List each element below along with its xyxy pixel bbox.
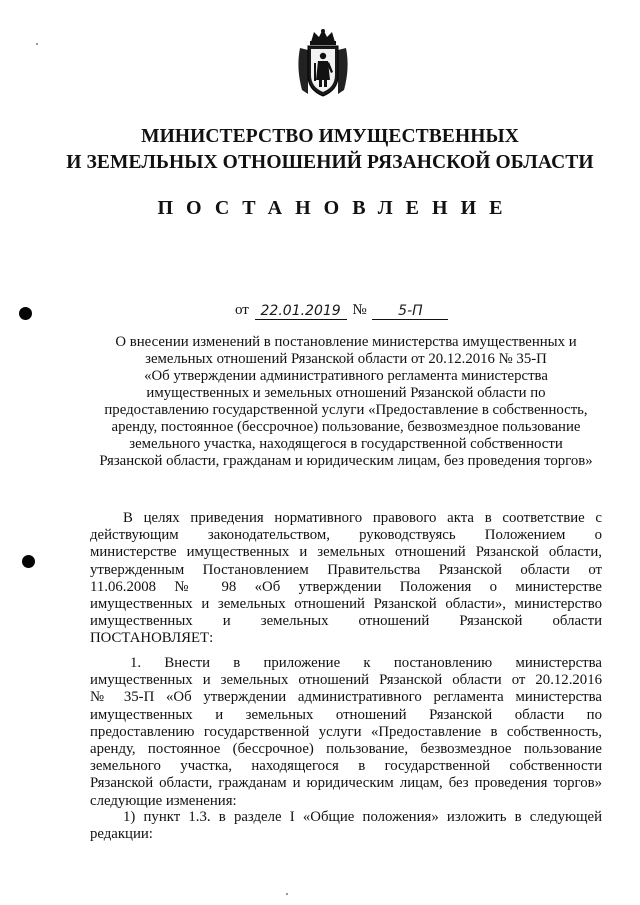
subject-line: аренду, постоянное (бессрочное) пользование, безвозмездное пользование (111, 419, 581, 435)
from-label: от (235, 302, 249, 318)
subject-line: предоставлению государственной услуги «Предоставление в собственность, (104, 402, 588, 418)
ministry-name-line-1: МИНИСТЕРСТВО ИМУЩЕСТВЕННЫХ (141, 126, 519, 147)
ministry-name-line-2: И ЗЕМЕЛЬНЫХ ОТНОШЕНИЙ РЯЗАНСКОЙ ОБЛАСТИ (66, 152, 594, 173)
paragraph-line: Рязанской области, гражданам и юридическим лицам, без проведения торгов» (90, 775, 602, 792)
ryazan-coat-of-arms-icon (294, 28, 352, 100)
subitem-1-paragraph (90, 809, 602, 843)
subject-line: земельного участка, находящегося в государственной собственности (129, 436, 563, 452)
decree-reference-line (235, 300, 450, 320)
item-1-paragraph (90, 655, 602, 810)
subject-line: Рязанской области, гражданам и юридическим лицам, без проведения торгов» (99, 453, 593, 469)
resolves-word: ПОСТАНОВЛЯЕТ: (90, 630, 214, 647)
paragraph-line: имущественных и земельных отношений Рязанской области (90, 613, 602, 630)
paragraph-line: 11.06.2008 № 98 «Об утверждении Положения о министерстве (90, 578, 602, 595)
decree-date: 22.01.2019 (255, 303, 347, 320)
paragraph-line: утвержденным Постановлением Правительства Рязанской области от (90, 561, 602, 578)
subject-line: земельных отношений Рязанской области от 20.12.2016 № 35-П (145, 351, 547, 367)
subject-line: «Об утверждении административного регламента министерства (144, 368, 548, 384)
paragraph-line: В целях приведения нормативного правового акта в соответствие с (123, 510, 602, 526)
paragraph-line: земельного участка, находящегося в государственной собственности (90, 758, 602, 775)
paragraph-line: редакции: (90, 826, 153, 843)
paragraph-line: следующие изменения: (90, 792, 237, 809)
paragraph-line: имущественных и земельных отношений Рязанской области по (90, 706, 602, 723)
punch-hole-mark (19, 307, 32, 320)
decree-subject (86, 334, 606, 470)
paragraph-line: министерстве имущественных и земельных отношений Рязанской области, (90, 544, 602, 561)
paragraph-line: имущественных и земельных отношений Рязанской области от 20.12.2016 (90, 672, 602, 689)
paragraph-line: аренду, постоянное (бессрочное) пользование, безвозмездное пользование (90, 741, 602, 758)
subject-line: имущественных и земельных отношений Рязанской области по (146, 385, 546, 401)
paragraph-line: предоставлению государственной услуги «Предоставление в собственность, (90, 723, 602, 740)
paragraph-line: имущественных и земельных отношений Рязанской области», министерство (90, 596, 602, 613)
subject-line: О внесении изменений в постановление министерства имущественных и (115, 334, 577, 350)
number-label: № (352, 302, 367, 318)
punch-hole-mark (22, 555, 35, 568)
preamble-paragraph (90, 510, 602, 648)
scan-speck (286, 893, 288, 895)
scan-speck (36, 43, 38, 45)
paragraph-line: 1) пункт 1.3. в разделе I «Общие положения» изложить в следующей (123, 809, 602, 825)
decree-number: 5-П (372, 303, 448, 320)
document-type-title: ПОСТАНОВЛЕНИЕ (157, 197, 516, 219)
paragraph-line: 1. Внести в приложение к постановлению министерства (130, 655, 602, 671)
paragraph-line: № 35-П «Об утверждении административного регламента министерства (90, 689, 602, 706)
paragraph-line: действующим законодательством, руководствуясь Положением о (90, 527, 602, 544)
